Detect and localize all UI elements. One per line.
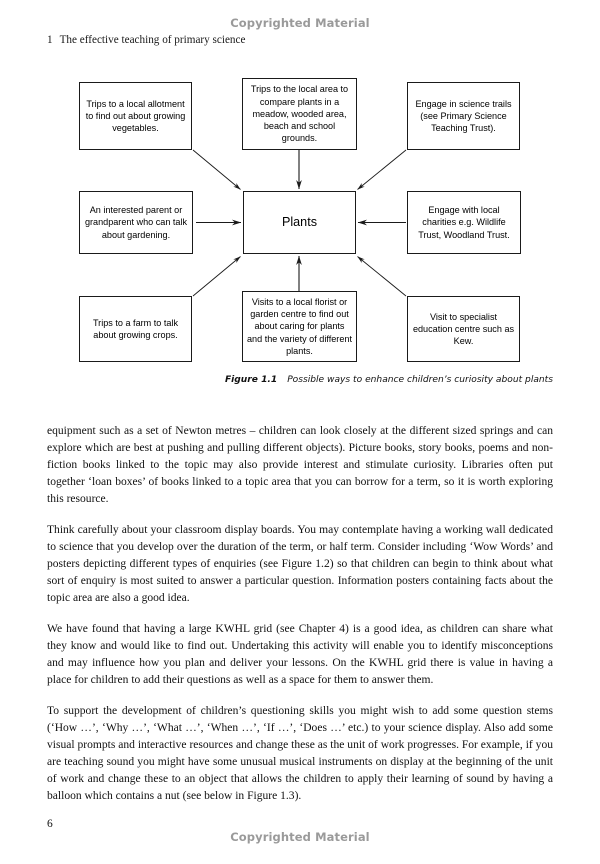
figure-node-top-center: Trips to the local area to compare plants in a meadow, wooded area, beach and school grounds. — [242, 78, 357, 150]
page-number: 6 — [47, 818, 53, 830]
body-paragraph: We have found that having a large KWHL grid (see Chapter 4) is a good idea, as children can share what they know and would like to find out. Undertaking this activity will enable you to identify misconceptions and may influence how you plan and deliver your lessons. On the KWHL grid there is value in having a place for children to add their questions as well as a space for them to answer them. — [47, 622, 553, 687]
body-paragraph: equipment such as a set of Newton metres – children can look closely at the different sized springs and can explore which are best at pushing and pulling different objects). Picture books, story books, poems and non-fiction books linked to the topic may also provide interest and stimulate curiosity. Libraries often put together ‘loan boxes’ of books linked to a topic area that you can borrow for a term, so it is worth exploring this resource. — [47, 425, 553, 506]
copyright-watermark-top: Copyrighted Material — [230, 16, 370, 30]
running-head-chapter-number: 1 — [47, 34, 53, 46]
figure-caption-text: Possible ways to enhance children’s curiosity about plants — [287, 375, 553, 385]
connector-bottom-left — [193, 257, 241, 297]
body-paragraph: To support the development of children’s questioning skills you might wish to add some question stems (‘How …’, ‘Why …’, ‘What …’, ‘When …’, ‘If …’, ‘Does …’ etc.) to your science display. Also add some visual prompts and interactive resources and change these as the unit of work progresses. For example, if you are teaching sound you might have some unusual musical instruments on display at the beginning of the unit of work and change these to an object that allows the children to apply their learning of sound by having a balloon which contains a nut (see below in Figure 1.3). — [47, 704, 553, 803]
connector-top-left — [193, 150, 241, 190]
figure-node-bottom-left: Trips to a farm to talk about growing crops. — [79, 296, 192, 362]
figure-node-middle-right: Engage with local charities e.g. Wildlife Trust, Woodland Trust. — [407, 191, 521, 254]
body-paragraph: Think carefully about your classroom display boards. You may contemplate having a working wall dedicated to science that you develop over the duration of the term, or half term. Consider including ‘Wow Words’ and posters depicting different types of enquiries (see Figure 1.2) so that children can begin to think about what sort of enquiry is most suited to answer a particular question. Information posters containing facts about the topic area are also a good idea. — [47, 523, 553, 605]
copyright-watermark-bottom: Copyrighted Material — [230, 830, 370, 844]
figure-caption-label: Figure 1.1 — [224, 375, 278, 385]
connector-bottom-right — [358, 257, 407, 297]
figure-caption — [47, 375, 553, 385]
figure-node-top-left: Trips to a local allotment to find out about growing vegetables. — [79, 82, 192, 150]
figure-node-center: Plants — [243, 191, 356, 254]
figure-node-bottom-right: Visit to specialist education centre such as Kew. — [407, 296, 520, 362]
connector-top-right — [358, 150, 407, 190]
figure-1-1 — [0, 0, 600, 400]
running-head-title: The effective teaching of primary science — [59, 34, 246, 46]
figure-node-middle-left: An interested parent or grandparent who can talk about gardening. — [79, 191, 193, 254]
figure-node-bottom-center: Visits to a local florist or garden centre to find out about caring for plants and the variety of different plants. — [242, 291, 357, 362]
body-text-column — [47, 423, 553, 805]
figure-node-top-right: Engage in science trails (see Primary Science Teaching Trust). — [407, 82, 520, 150]
